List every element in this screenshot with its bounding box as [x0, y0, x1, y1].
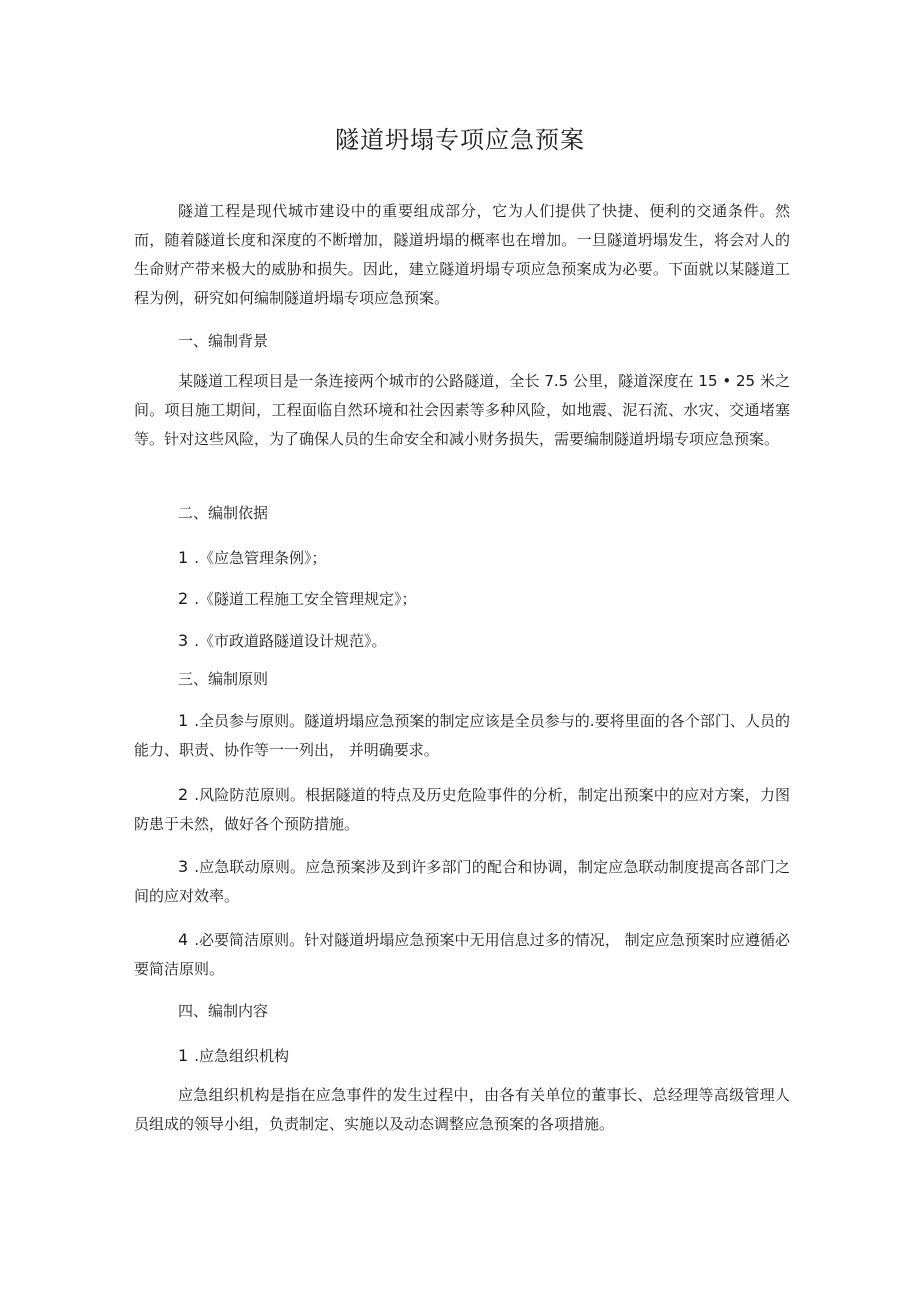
basis-item-number: 1 [178, 548, 189, 567]
basis-item-number: 3 [178, 631, 189, 650]
section-heading-basis: 二、编制依据 [178, 504, 269, 522]
principle-item [134, 925, 790, 984]
principle-item-text: .全员参与原则。隧道坍塌应急预案的制定应该是全员参与的.要将里面的各个部门、人员的能力、职责、协作等一一列出， 并明确要求。 [134, 712, 790, 759]
intro-paragraph: 隧道工程是现代城市建设中的重要组成部分，它为人们提供了快捷、便利的交通条件。然而，随着隧道长度和深度的不断增加，隧道坍塌的概率也在增加。一旦隧道坍塌发生，将会对人的生命财产带来极大的威胁和损失。因此，建立隧道坍塌专项应急预案成为必要。下面就以某隧道工程为例，研究如何编制隧道坍塌专项应急预案。 [134, 202, 790, 307]
principle-item-number: 3 [178, 857, 189, 876]
section-heading-content: 四、编制内容 [178, 1002, 269, 1020]
principle-item-text: .必要简洁原则。针对隧道坍塌应急预案中无用信息过多的情况， 制定应急预案时应遵循必要简洁原则。 [134, 931, 790, 978]
principle-item-text: .风险防范原则。根据隧道的特点及历史危险事件的分析，制定出预案中的应对方案，力图防患于未然，做好各个预防措施。 [134, 786, 790, 833]
principle-item-number: 2 [178, 785, 189, 804]
document-title: 隧道坍塌专项应急预案 [335, 126, 585, 154]
principle-item [134, 852, 790, 911]
background-paragraph: 某隧道工程项目是一条连接两个城市的公路隧道，全长 7.5 公里，隧道深度在 15 • 25 米之间。项目施工期间，工程面临自然环境和社会因素等多种风险，如地震、泥石流、水灾、交通堵塞等。针对这些风险，为了确保人员的生命安全和减小财务损失，需要编制隧道坍塌专项应急预案。 [134, 372, 790, 448]
section-heading-background: 一、编制背景 [178, 332, 269, 350]
basis-item [178, 547, 326, 569]
basis-item [178, 588, 416, 610]
content-subheading-number: 1 [178, 1046, 189, 1065]
principle-item-text: .应急联动原则。应急预案涉及到许多部门的配合和协调，制定应急联动制度提高各部门之间的应对效率。 [134, 858, 790, 905]
content-paragraph: 应急组织机构是指在应急事件的发生过程中，由各有关单位的董事长、总经理等高级管理人员组成的领导小组，负责制定、实施以及动态调整应急预案的各项措施。 [134, 1086, 790, 1133]
basis-item-text: .《市政道路隧道设计规范》。 [194, 632, 387, 650]
content-subheading-text: .应急组织机构 [194, 1047, 289, 1065]
section-heading-principles: 三、编制原则 [178, 670, 269, 688]
principle-item [134, 780, 790, 839]
principle-item [134, 706, 790, 765]
basis-item-text: .《隧道工程施工安全管理规定》； [194, 590, 417, 608]
principle-item-number: 4 [178, 930, 189, 949]
basis-item-text: .《应急管理条例》； [194, 549, 327, 567]
principle-item-number: 1 [178, 711, 189, 730]
basis-item-number: 2 [178, 589, 189, 608]
basis-item [178, 630, 386, 652]
content-subheading [178, 1045, 289, 1067]
